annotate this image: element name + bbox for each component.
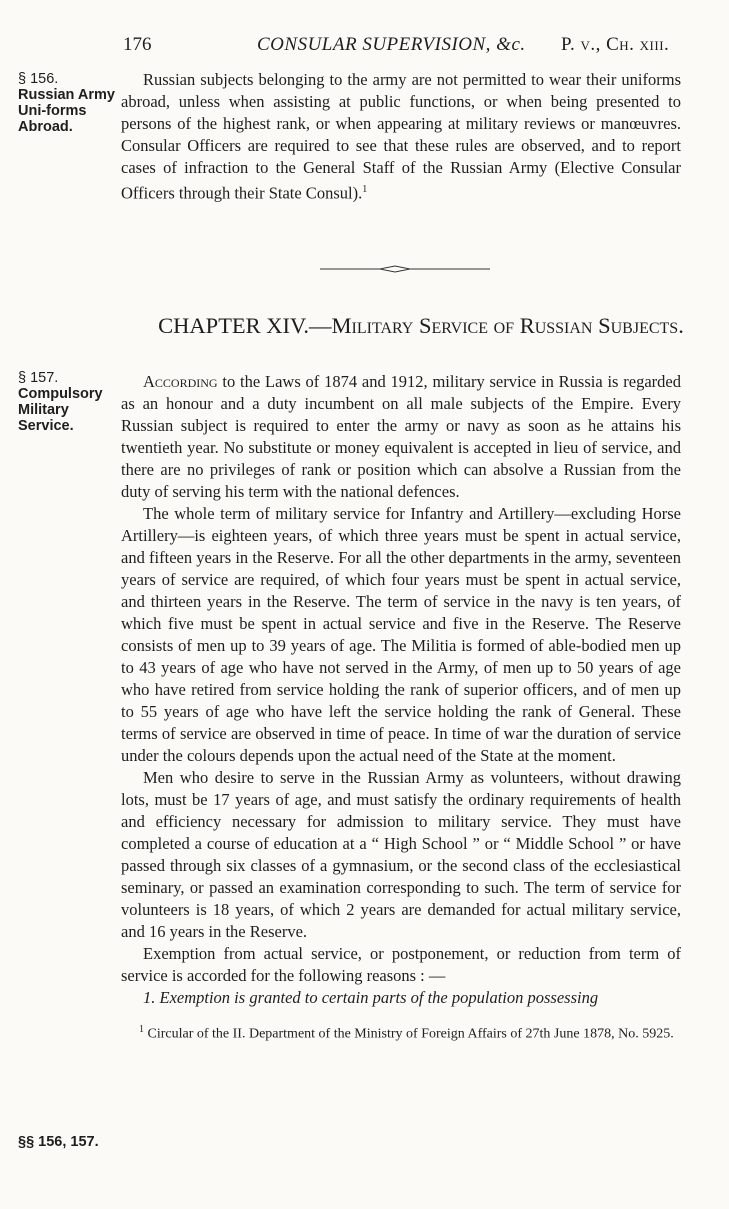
margin-note-text: Compulsory Military Service.: [18, 386, 103, 434]
footnote-reference: 1: [362, 184, 368, 195]
chapter-heading: [121, 312, 721, 339]
running-head: [0, 30, 729, 60]
running-title: CONSULAR SUPERVISION, &c.: [257, 34, 526, 55]
section-156-text: Russian subjects belonging to the army are not permitted to wear their uniforms abroad, unless when assisting at public functions, or when being presented to persons of the highest rank, or when appearing at military reviews or manœuvres. Consular Officers are required to see that these rules are observed, and to report cases of infraction to the General Staff of the Russian Army (Elective Consular Officers through their State Consul).: [121, 70, 681, 203]
section-157-paragraph-1-text: to the Laws of 1874 and 1912, military service in Russia is regarded as an honour and a duty incumbent on all male subjects of the Empire. Every Russian subject is required to enter the army or navy as soon as he attains his twentieth year. No substitute or money equivalent is accepted in lieu of service, and there are no privileges of rank or position which can absolve a Russian from the duty of serving his term with the national defences.: [121, 372, 681, 501]
signature-mark: §§ 156, 157.: [18, 1134, 99, 1150]
section-157-first-word: According: [143, 372, 218, 391]
margin-note-section: § 157.: [18, 370, 59, 386]
section-157-item-1: 1. Exemption is granted to certain parts of the population possessing: [143, 988, 599, 1007]
section-156-body: [121, 69, 681, 205]
margin-note-156: [18, 71, 116, 135]
footnote-marker: 1: [139, 1024, 144, 1035]
section-157-body: [121, 371, 681, 1009]
section-157-paragraph-4: Exemption from actual service, or postponement, or reduction from term of service is accorded for the following reasons : —: [121, 944, 681, 985]
margin-note-157: [18, 370, 116, 434]
footnote-text: Circular of the II. Department of the Ministry of Foreign Affairs of 27th June 1878, No. 5925.: [147, 1026, 674, 1042]
ornament-divider-icon: [320, 264, 490, 274]
chapter-number: CHAPTER XIV.: [158, 313, 310, 338]
footnote-1: [121, 1021, 681, 1044]
section-156-paragraph: [121, 69, 681, 205]
section-157-paragraph-2: The whole term of military service for Infantry and Artillery—excluding Horse Artillery—is eighteen years, of which three years must be spent in actual service, and fifteen years in the Reserve. For all the other departments in the army, seventeen years of service are required, of which four years must be spent in actual service, and thirteen years in the Reserve. The term of service in the navy is ten years, of which five must be spent in actual service and five in the Reserve. The Reserve consists of men up to 39 years of age. The Militia is formed of able-bodied men up to 43 years of age who have not served in the Army, of men up to 50 years of age who have retired from service holding the rank of superior officers, and of men up to 55 years of age who have left the service holding the rank of General. These terms of service are observed in time of peace. In time of war the duration of service under the colours depends upon the actual need of the State at the moment.: [121, 504, 681, 765]
section-157-paragraph-3: Men who desire to serve in the Russian Army as volunteers, without drawing lots, must be 17 years of age, and must satisfy the ordinary requirements of health and efficiency necessary for admission to military service. They must have completed a course of education at a “ High School ” or “ Middle School ” or have passed through six classes of a gymnasium, or the second class of the ecclesiastical seminary, or passed an examination corresponding to such. The term of service for volunteers is 18 years, of which 2 years are demanded for actual military service, and 16 years in the Reserve.: [121, 768, 681, 941]
margin-note-section: § 156.: [18, 71, 59, 87]
footnotes: [121, 1021, 681, 1044]
page-number: 176: [123, 34, 152, 55]
section-157-paragraph-1: [121, 371, 681, 503]
margin-note-text: Russian Army Uni-forms Abroad.: [18, 87, 115, 135]
chapter-reference: P. v., Ch. xiii.: [561, 34, 670, 55]
chapter-title: —Military Service of Russian Subjects.: [309, 313, 684, 338]
